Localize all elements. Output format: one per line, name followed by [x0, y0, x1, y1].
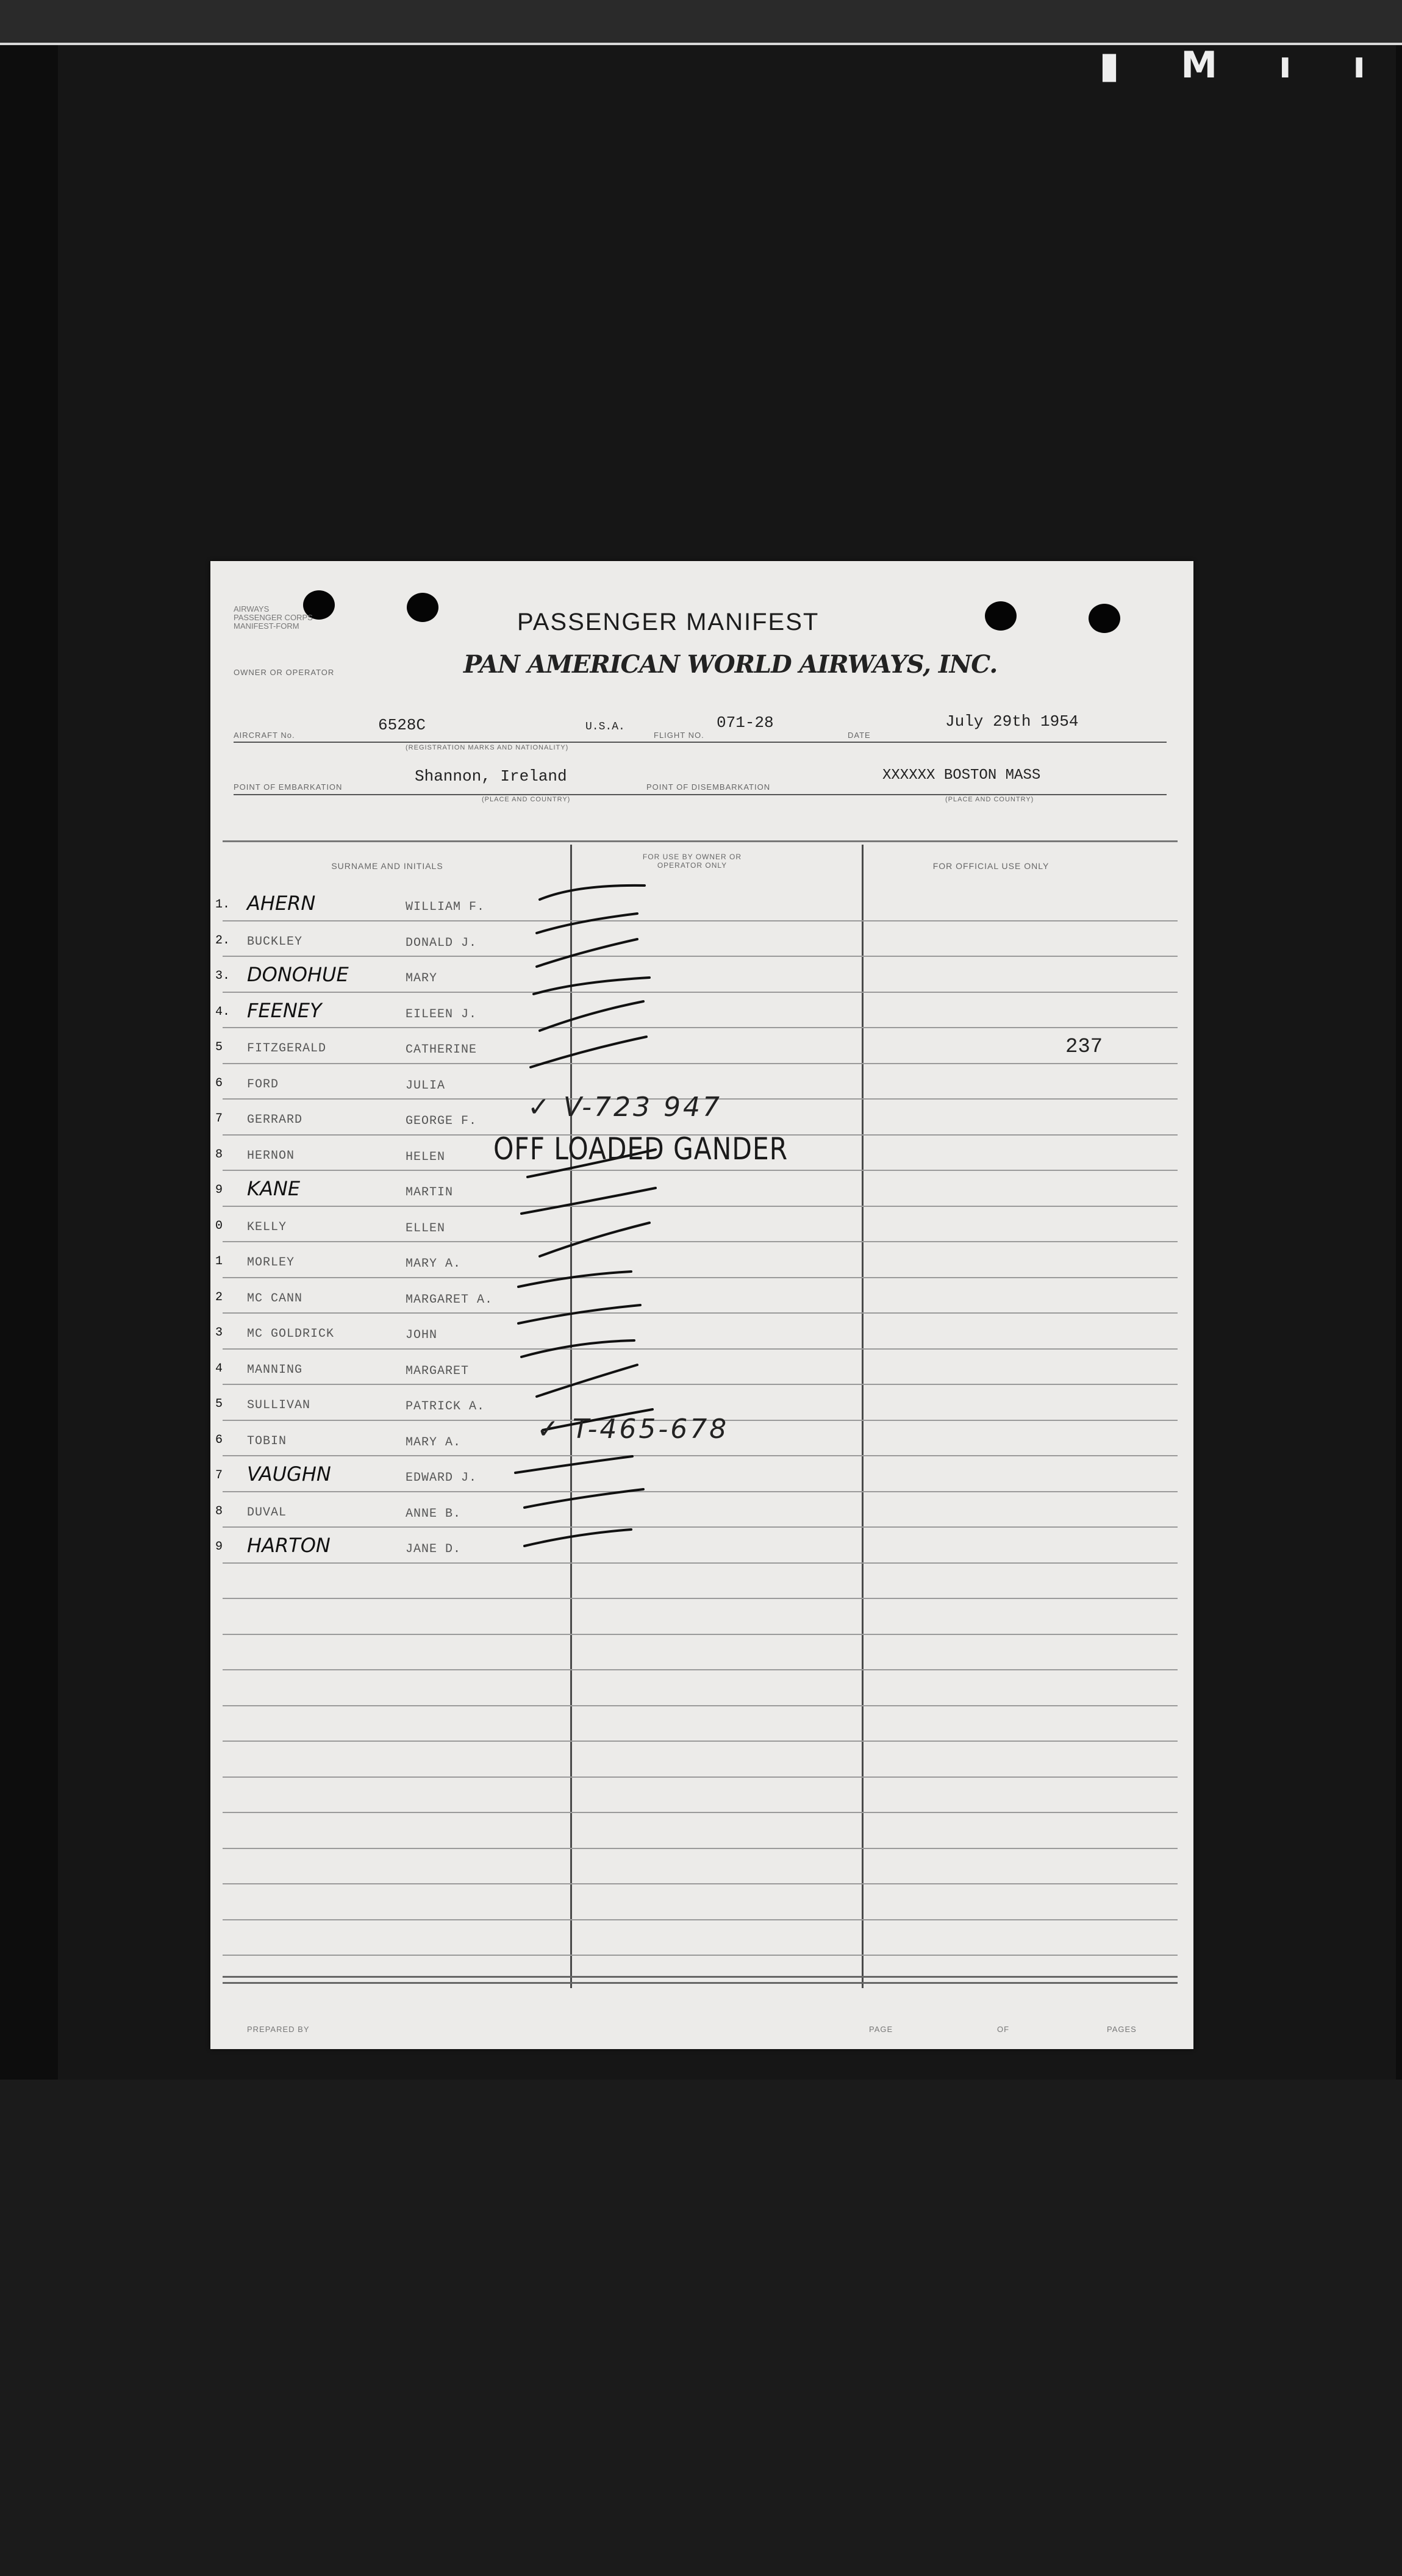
- embarkation-label: POINT OF EMBARKATION: [234, 782, 343, 792]
- passenger-given-name: HELEN: [406, 1150, 446, 1164]
- row-number: 5: [215, 1397, 223, 1411]
- check-marks: [210, 561, 1193, 2049]
- passenger-surname: FORD: [247, 1078, 279, 1092]
- airline-name: PAN AMERICAN WORLD AIRWAYS, INC.: [463, 650, 998, 679]
- column-surname-header: SURNAME AND INITIALS: [331, 861, 443, 871]
- check-mark: [531, 1037, 646, 1067]
- check-mark: [537, 939, 637, 967]
- check-mark: [537, 1365, 637, 1397]
- film-lower-band: [0, 2080, 1402, 2576]
- offloaded-stamp: OFF LOADED GANDER: [493, 1131, 788, 1167]
- row-number: 5: [215, 1040, 223, 1054]
- check-mark: [540, 886, 645, 900]
- flight-label: FLIGHT NO.: [654, 731, 704, 740]
- passenger-surname: HARTON: [247, 1534, 331, 1557]
- check-mark: [518, 1272, 631, 1287]
- passenger-surname: KANE: [247, 1177, 301, 1200]
- embarkation-caption: (PLACE AND COUNTRY): [482, 796, 571, 803]
- passenger-given-name: ANNE B.: [406, 1507, 462, 1521]
- check-mark: [537, 914, 637, 933]
- row-number: 6: [215, 1433, 223, 1447]
- passenger-surname: DUVAL: [247, 1506, 287, 1520]
- passenger-surname: MC GOLDRICK: [247, 1327, 335, 1341]
- column-owner-header: FOR USE BY OWNER OR OPERATOR ONLY: [642, 853, 742, 870]
- row-number: 7: [215, 1469, 223, 1483]
- official-count: 237: [1065, 1036, 1103, 1059]
- handwritten-annotation: ✓ V-723 947: [528, 1092, 722, 1123]
- row-number: 0: [215, 1219, 223, 1233]
- flight-date: July 29th 1954: [945, 712, 1079, 731]
- page-label: PAGE: [869, 2025, 893, 2034]
- disembarkation-caption: (PLACE AND COUNTRY): [945, 796, 1034, 803]
- passenger-given-name: MARGARET A.: [406, 1293, 493, 1307]
- disembarkation-label: POINT OF DISEMBARKATION: [646, 782, 771, 792]
- passenger-given-name: JOHN: [406, 1328, 438, 1342]
- row-number: 6: [215, 1076, 223, 1090]
- manifest-document: [210, 561, 1193, 2049]
- check-mark: [540, 1001, 643, 1031]
- passenger-surname: MC CANN: [247, 1292, 303, 1306]
- column-official-header: FOR OFFICIAL USE ONLY: [932, 861, 1050, 871]
- row-number: 1.: [215, 898, 231, 912]
- passenger-surname: MORLEY: [247, 1256, 295, 1270]
- date-label: DATE: [848, 731, 871, 740]
- document-title: PASSENGER MANIFEST: [517, 609, 820, 635]
- handwritten-annotation: ✓ T-465-678: [537, 1414, 729, 1445]
- film-strip-edge: [0, 0, 1402, 45]
- row-number: 2.: [215, 934, 231, 948]
- passenger-surname: VAUGHN: [247, 1462, 331, 1486]
- row-number: 3.: [215, 969, 231, 983]
- passenger-given-name: DONALD J.: [406, 936, 477, 950]
- row-number: 7: [215, 1112, 223, 1126]
- passenger-surname: KELLY: [247, 1220, 287, 1234]
- disembarkation-value: XXXXXX BOSTON MASS: [882, 767, 1041, 784]
- passenger-given-name: WILLIAM F.: [406, 900, 485, 914]
- row-number: 4: [215, 1362, 223, 1376]
- pages-label: PAGES: [1107, 2025, 1137, 2034]
- nationality: U.S.A.: [585, 721, 625, 733]
- row-number: 8: [215, 1504, 223, 1519]
- passenger-surname: AHERN: [247, 892, 316, 915]
- passenger-given-name: ELLEN: [406, 1222, 446, 1236]
- passenger-given-name: MARGARET: [406, 1364, 470, 1378]
- prepared-by-label: PREPARED BY: [247, 2025, 310, 2034]
- check-mark: [534, 978, 649, 994]
- check-mark: [521, 1188, 656, 1214]
- passenger-surname: HERNON: [247, 1149, 295, 1163]
- row-number: 9: [215, 1540, 223, 1554]
- passenger-given-name: PATRICK A.: [406, 1400, 485, 1414]
- check-mark: [521, 1340, 634, 1357]
- row-number: 4.: [215, 1005, 231, 1019]
- row-number: 9: [215, 1183, 223, 1197]
- form-reference: AIRWAYS PASSENGER CORPS MANIFEST-FORM: [234, 604, 313, 631]
- check-mark: [515, 1456, 632, 1473]
- check-mark: [518, 1305, 640, 1323]
- check-mark: [524, 1530, 631, 1546]
- passenger-given-name: EILEEN J.: [406, 1007, 477, 1021]
- check-mark: [524, 1489, 643, 1508]
- passenger-surname: BUCKLEY: [247, 935, 303, 949]
- passenger-surname: DONOHUE: [247, 963, 349, 986]
- owner-label: OWNER OR OPERATOR: [234, 668, 335, 677]
- film-frame-marks: ▮ M ı ı: [1099, 44, 1390, 87]
- passenger-surname: SULLIVAN: [247, 1398, 311, 1412]
- passenger-given-name: GEORGE F.: [406, 1114, 477, 1128]
- passenger-given-name: MARTIN: [406, 1186, 454, 1200]
- row-number: 3: [215, 1326, 223, 1340]
- passenger-surname: FEENEY: [247, 999, 322, 1022]
- passenger-given-name: EDWARD J.: [406, 1471, 477, 1485]
- embarkation-value: Shannon, Ireland: [415, 767, 567, 785]
- row-number: 1: [215, 1254, 223, 1268]
- passenger-surname: FITZGERALD: [247, 1042, 327, 1056]
- passenger-given-name: JULIA: [406, 1079, 446, 1093]
- registration-caption: (REGISTRATION MARKS AND NATIONALITY): [406, 744, 569, 751]
- passenger-given-name: MARY A.: [406, 1257, 462, 1271]
- aircraft-number: 6528C: [378, 716, 426, 734]
- aircraft-label: AIRCRAFT No.: [234, 731, 295, 740]
- table-bottom-rule: [223, 1976, 1178, 1978]
- row-number: 2: [215, 1290, 223, 1304]
- passenger-given-name: CATHERINE: [406, 1043, 477, 1057]
- passenger-given-name: MARY: [406, 971, 438, 986]
- passenger-surname: GERRARD: [247, 1113, 303, 1127]
- flight-number: 071-28: [717, 714, 774, 732]
- row-number: 8: [215, 1148, 223, 1162]
- passenger-surname: TOBIN: [247, 1434, 287, 1448]
- check-mark: [540, 1223, 649, 1256]
- passenger-surname: MANNING: [247, 1363, 303, 1377]
- passenger-given-name: JANE D.: [406, 1542, 462, 1556]
- table-bottom-rule: [223, 1982, 1178, 1984]
- passenger-given-name: MARY A.: [406, 1436, 462, 1450]
- of-label: OF: [997, 2025, 1010, 2034]
